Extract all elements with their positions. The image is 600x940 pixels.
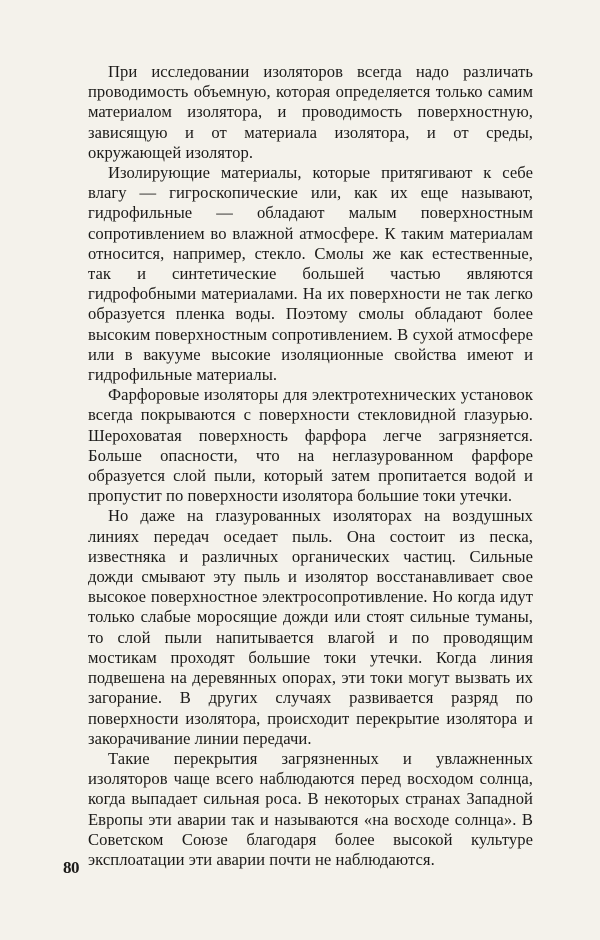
page-number: 80 xyxy=(63,858,79,877)
paragraph-5: Такие перекрытия загрязненных и увлажненных изоляторов чаще всего наблюдаются перед восходом солнца, когда выпадает сильная роса. В некоторых странах Западной Европы эти аварии так и называются «на восходе солнца». В Советском Союзе благодаря более высокой культуре эксплоатации эти аварии почти не наблюдаются. xyxy=(88,748,533,869)
paragraph-3: Фарфоровые изоляторы для электротехнических установок всегда покрываются с поверхности стекловидной глазурью. Шероховатая поверхность фарфора легче загрязняется. Больше опасности, что на неглазурованном фарфоре образуется слой пыли, который затем пропитается водой и пропустит по поверхности изолятора большие токи утечки. xyxy=(88,385,533,506)
paragraph-2: Изолирующие материалы, которые притягивают к себе влагу — гигроскопические или, как их еще называют, гидрофильные — обладают малым поверхностным сопротивлением во влажной атмосфере. К таким материалам относится, например, стекло. Смолы же как естественные, так и синтетические большей частью являются гидрофобными материалами. На их поверхности не так легко образуется пленка воды. Поэтому смолы обладают более высоким поверхностным сопротивлением. В сухой атмосфере или в вакууме высокие изоляционные свойства имеют и гидрофильные материалы. xyxy=(88,163,533,385)
paragraph-1: При исследовании изоляторов всегда надо различать проводимость объемную, которая определяется только самим материалом изолятора, и проводимость поверхностную, зависящую и от материала изолятора, и от среды, окружающей изолятор. xyxy=(88,62,533,162)
paragraph-4: Но даже на глазурованных изоляторах на воздушных линиях передач оседает пыль. Она состоит из песка, известняка и различных органических частиц. Сильные дожди смывают эту пыль и изолятор восстанавливает свое высокое поверхностное электросопротивление. Но когда идут только слабые моросящие дожди или стоят сильные туманы, то слой пыли напитывается влагой и по проводящим мостикам проходят большие токи утечки. Когда линия подвешена на деревянных опорах, эти токи могут вызвать их загорание. В других случаях развивается разряд по поверхности изолятора, происходит перекрытие изолятора и закорачивание линии передачи. xyxy=(88,506,533,748)
body-text xyxy=(88,62,533,870)
